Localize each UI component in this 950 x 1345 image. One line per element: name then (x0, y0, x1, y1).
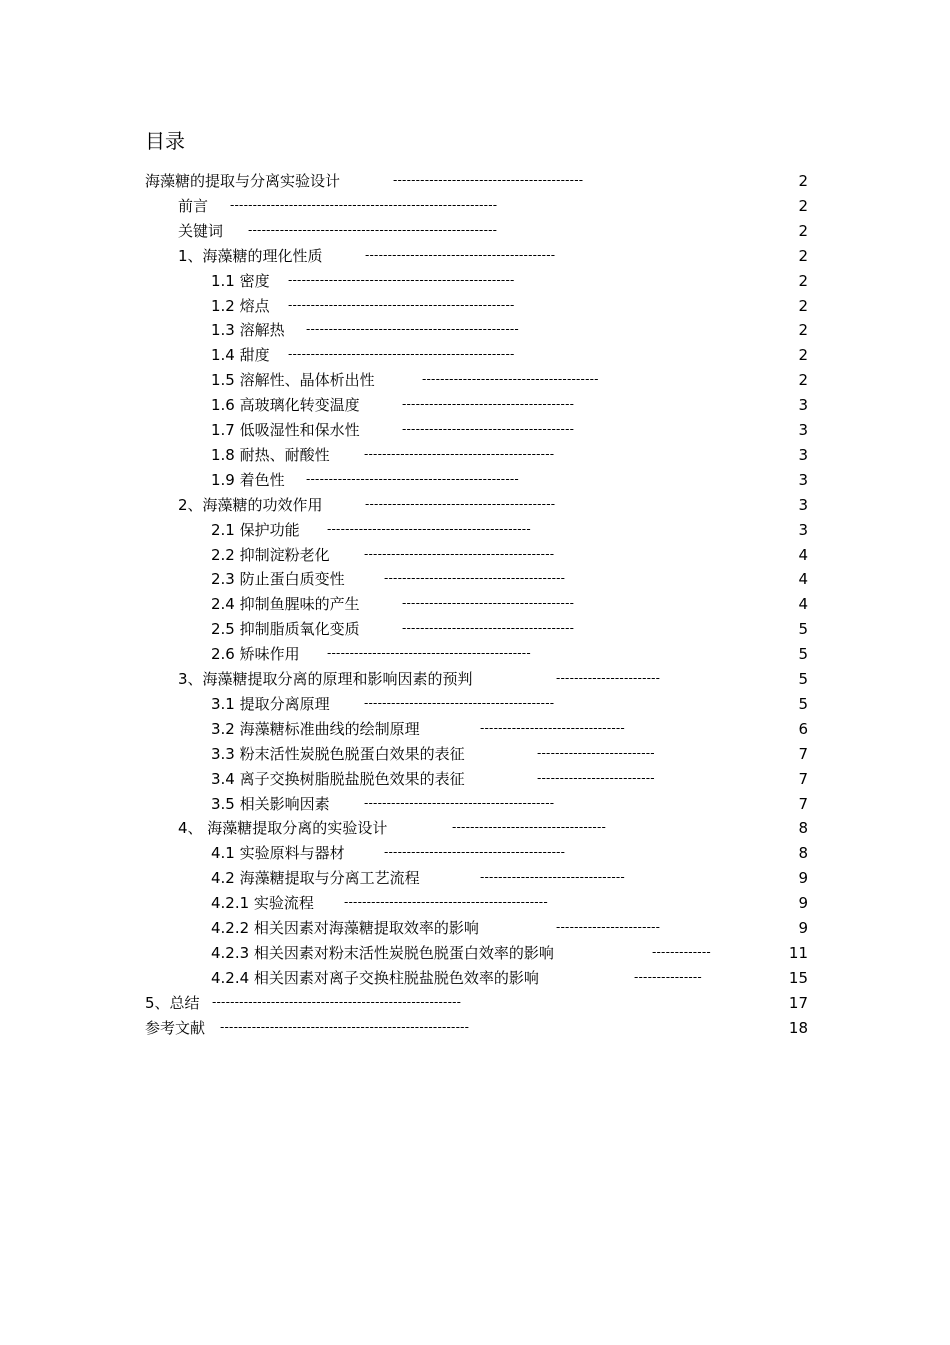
toc-entry-label: 前言 (178, 197, 209, 215)
toc-entry[interactable] (0, 866, 950, 890)
toc-entry-page-number: 2 (798, 371, 808, 389)
toc-entry-label: 1、海藻糖的理化性质 (178, 247, 323, 265)
toc-entry-label: 3.4 离子交换树脂脱盐脱色效果的表征 (211, 770, 465, 788)
toc-entry-leader: ---------------------------------------- (384, 571, 566, 585)
toc-entry-leader: ----------------------- (556, 671, 661, 685)
toc-entry[interactable] (0, 617, 950, 641)
toc-entry[interactable] (0, 244, 950, 268)
toc-entry-leader: ------------------------------------------ (364, 796, 555, 810)
toc-entry-leader: --------------------------------------- (422, 372, 599, 386)
toc-entry[interactable] (0, 443, 950, 467)
toc-entry-page-number: 2 (798, 272, 808, 290)
toc-entry[interactable] (0, 343, 950, 367)
toc-entry-page-number: 3 (798, 471, 808, 489)
toc-entry-label: 4.2.3 相关因素对粉末活性炭脱色脱蛋白效率的影响 (211, 944, 554, 962)
toc-entry[interactable] (0, 767, 950, 791)
toc-entry-leader: -------------------------------------- (402, 397, 575, 411)
toc-entry-leader: ------------------------------------------------------- (212, 995, 462, 1009)
toc-entry-leader: ------------------------------------------------------- (248, 223, 498, 237)
toc-entry-page-number: 11 (788, 944, 808, 962)
toc-entry-leader: ----------------------------------------------- (306, 472, 519, 486)
toc-entry-page-number: 15 (788, 969, 808, 987)
toc-entry-leader: ------------------------------------------ (393, 173, 584, 187)
toc-entry-label: 1.4 甜度 (211, 346, 270, 364)
toc-entry-leader: ------------------------------------------ (364, 447, 555, 461)
toc-entry[interactable] (0, 916, 950, 940)
toc-entry-leader: -------------------------------------- (402, 596, 575, 610)
toc-entry-label: 海藻糖的提取与分离实验设计 (145, 172, 341, 190)
toc-entry-label: 3、海藻糖提取分离的原理和影响因素的预判 (178, 670, 473, 688)
toc-entry-leader: ------------------------------------------------------- (220, 1020, 470, 1034)
toc-entry[interactable] (0, 966, 950, 990)
toc-entry[interactable] (0, 891, 950, 915)
toc-entry-page-number: 2 (798, 321, 808, 339)
toc-entry-label: 2、海藻糖的功效作用 (178, 496, 323, 514)
toc-entry-page-number: 2 (798, 297, 808, 315)
toc-entry-leader: ------------- (652, 945, 711, 959)
toc-entry-page-number: 6 (798, 720, 808, 738)
toc-entry-leader: --------------- (634, 970, 702, 984)
toc-entry[interactable] (0, 567, 950, 591)
toc-entry-leader: ------------------------------------------ (364, 547, 555, 561)
toc-entry[interactable] (0, 294, 950, 318)
toc-entry-page-number: 3 (798, 521, 808, 539)
toc-entry-label: 5、总结 (145, 994, 200, 1012)
page-title: 目录 (145, 129, 185, 153)
toc-entry[interactable] (0, 543, 950, 567)
toc-entry[interactable] (0, 667, 950, 691)
toc-entry-leader: ----------------------- (556, 920, 661, 934)
toc-entry-label: 2.5 抑制脂质氧化变质 (211, 620, 360, 638)
toc-entry-label: 参考文献 (145, 1019, 206, 1037)
toc-entry-page-number: 8 (798, 819, 808, 837)
toc-entry[interactable] (0, 493, 950, 517)
toc-entry-label: 3.3 粉末活性炭脱色脱蛋白效果的表征 (211, 745, 465, 763)
toc-entry-page-number: 7 (798, 770, 808, 788)
toc-entry-page-number: 2 (798, 346, 808, 364)
toc-entry-label: 1.8 耐热、耐酸性 (211, 446, 330, 464)
toc-entry[interactable] (0, 269, 950, 293)
toc-entry-page-number: 2 (798, 222, 808, 240)
toc-entry-page-number: 3 (798, 421, 808, 439)
toc-entry-page-number: 8 (798, 844, 808, 862)
toc-entry[interactable] (0, 393, 950, 417)
toc-entry-page-number: 4 (798, 595, 808, 613)
toc-entry[interactable] (0, 468, 950, 492)
toc-entry[interactable] (0, 219, 950, 243)
toc-entry-label: 1.3 溶解热 (211, 321, 285, 339)
toc-entry-label: 4、 海藻糖提取分离的实验设计 (178, 819, 388, 837)
toc-entry[interactable] (0, 692, 950, 716)
toc-entry-page-number: 7 (798, 795, 808, 813)
toc-entry-page-number: 3 (798, 396, 808, 414)
toc-entry-page-number: 4 (798, 546, 808, 564)
toc-entry-label: 3.5 相关影响因素 (211, 795, 330, 813)
toc-entry-label: 4.2.1 实验流程 (211, 894, 314, 912)
toc-entry-label: 关键词 (178, 222, 224, 240)
toc-entry-label: 1.5 溶解性、晶体析出性 (211, 371, 375, 389)
toc-entry-label: 1.9 着色性 (211, 471, 285, 489)
toc-entry-page-number: 5 (798, 695, 808, 713)
toc-entry[interactable] (0, 318, 950, 342)
toc-entry-page-number: 17 (788, 994, 808, 1012)
toc-entry-page-number: 4 (798, 570, 808, 588)
toc-entry-page-number: 5 (798, 620, 808, 638)
toc-entry-label: 2.4 抑制鱼腥味的产生 (211, 595, 360, 613)
toc-entry-page-number: 9 (798, 894, 808, 912)
toc-entry-label: 1.2 熔点 (211, 297, 270, 315)
toc-entry-page-number: 5 (798, 670, 808, 688)
toc-entry-label: 1.6 高玻璃化转变温度 (211, 396, 360, 414)
toc-entry-label: 2.1 保护功能 (211, 521, 300, 539)
toc-entry-leader: -------------------------------------- (402, 621, 575, 635)
toc-entry-label: 2.3 防止蛋白质变性 (211, 570, 345, 588)
toc-entry[interactable] (0, 742, 950, 766)
toc-entry-page-number: 9 (798, 919, 808, 937)
toc-entry[interactable] (0, 991, 950, 1015)
toc-entry-page-number: 2 (798, 197, 808, 215)
toc-entry-leader: -------------------------------------------------- (288, 273, 515, 287)
toc-entry-leader: ----------------------------------------------- (306, 322, 519, 336)
toc-entry-label: 2.2 抑制淀粉老化 (211, 546, 330, 564)
toc-entry-leader: ------------------------------------------ (365, 248, 556, 262)
toc-entry-label: 1.7 低吸湿性和保水性 (211, 421, 360, 439)
toc-entry[interactable] (0, 169, 950, 193)
toc-entry-leader: -------------------------------------------------- (288, 298, 515, 312)
toc-entry-leader: -------------------------------- (480, 721, 625, 735)
toc-entry-page-number: 2 (798, 247, 808, 265)
toc-entry-leader: -------------------------- (537, 771, 655, 785)
toc-entry[interactable] (0, 816, 950, 840)
toc-entry[interactable] (0, 841, 950, 865)
toc-entry[interactable] (0, 717, 950, 741)
toc-entry-label: 1.1 密度 (211, 272, 270, 290)
toc-entry[interactable] (0, 518, 950, 542)
toc-entry-page-number: 3 (798, 446, 808, 464)
toc-entry-leader: ---------------------------------- (452, 820, 607, 834)
toc-entry-page-number: 9 (798, 869, 808, 887)
toc-entry-leader: ------------------------------------------ (364, 696, 555, 710)
toc-entry-page-number: 5 (798, 645, 808, 663)
toc-entry-label: 4.2.4 相关因素对离子交换柱脱盐脱色效率的影响 (211, 969, 539, 987)
toc-entry-leader: -------------------------- (537, 746, 655, 760)
toc-entry-label: 4.2.2 相关因素对海藻糖提取效率的影响 (211, 919, 479, 937)
toc-entry-page-number: 2 (798, 172, 808, 190)
toc-entry-leader: -------------------------------------------------- (288, 347, 515, 361)
toc-entry-label: 3.2 海藻糖标准曲线的绘制原理 (211, 720, 420, 738)
toc-entry[interactable] (0, 642, 950, 666)
toc-entry-leader: -------------------------------------- (402, 422, 575, 436)
toc-entry-leader: --------------------------------------------- (327, 646, 531, 660)
toc-entry-label: 2.6 矫味作用 (211, 645, 300, 663)
toc-entry-page-number: 7 (798, 745, 808, 763)
toc-entry-label: 4.1 实验原料与器材 (211, 844, 345, 862)
toc-entry[interactable] (0, 941, 950, 965)
toc-entry-leader: -------------------------------- (480, 870, 625, 884)
toc-entry[interactable] (0, 194, 950, 218)
toc-entry[interactable] (0, 1016, 950, 1040)
toc-entry[interactable] (0, 418, 950, 442)
toc-entry[interactable] (0, 592, 950, 616)
toc-entry-page-number: 18 (788, 1019, 808, 1037)
toc-entry-label: 4.2 海藻糖提取与分离工艺流程 (211, 869, 420, 887)
toc-entry-page-number: 3 (798, 496, 808, 514)
toc-entry[interactable] (0, 792, 950, 816)
toc-entry-leader: ---------------------------------------- (384, 845, 566, 859)
toc-entry[interactable] (0, 368, 950, 392)
toc-entry-label: 3.1 提取分离原理 (211, 695, 330, 713)
toc-entry-leader: --------------------------------------------- (344, 895, 548, 909)
toc-entry-leader: --------------------------------------------- (327, 522, 531, 536)
toc-entry-leader: ------------------------------------------ (365, 497, 556, 511)
toc-entry-leader: ----------------------------------------------------------- (230, 198, 498, 212)
